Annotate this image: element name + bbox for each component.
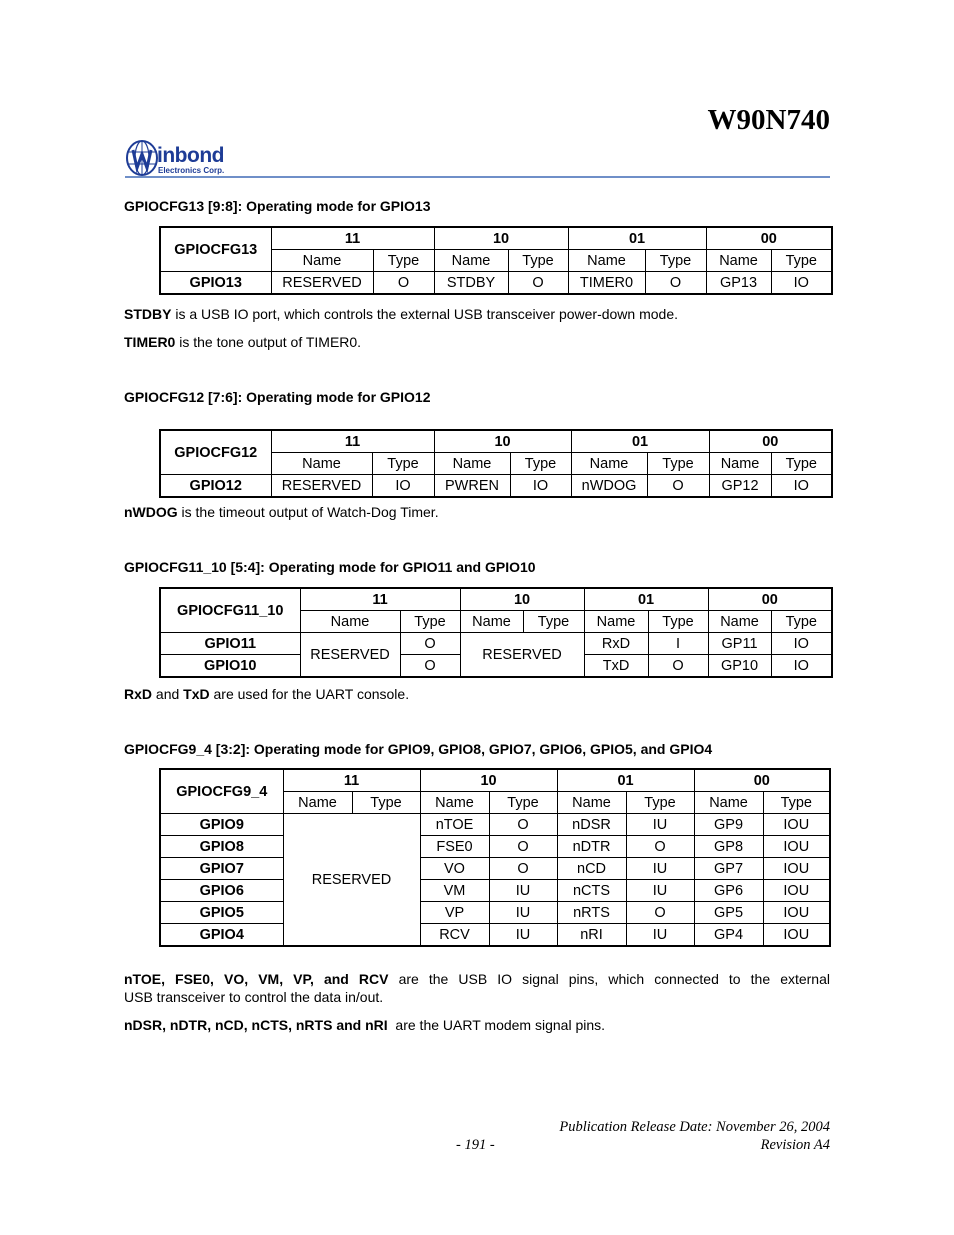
column-header: Type bbox=[647, 453, 709, 475]
note-timer0 bbox=[124, 333, 830, 351]
column-header: Type bbox=[771, 250, 832, 272]
note-text: are used for the UART console. bbox=[209, 686, 410, 702]
table-cell: IU bbox=[489, 902, 557, 924]
mode-header: 11 bbox=[300, 588, 460, 611]
table-cell: O bbox=[373, 272, 434, 295]
table-cell: O bbox=[647, 475, 709, 498]
table-cell: RESERVED bbox=[271, 272, 373, 295]
table-cell: STDBY bbox=[434, 272, 508, 295]
table-cell: nRTS bbox=[557, 902, 626, 924]
section-heading-gpiocfg9-4: GPIOCFG9_4 [3:2]: Operating mode for GPIO9, GPIO8, GPIO7, GPIO6, GPIO5, and GPIO4 bbox=[124, 741, 713, 757]
register-name: GPIOCFG11_10 bbox=[160, 588, 300, 633]
table-row bbox=[160, 836, 830, 858]
column-header: Type bbox=[771, 453, 832, 475]
logo-subtitle: Electronics Corp. bbox=[158, 166, 225, 175]
table-cell: GP7 bbox=[694, 858, 763, 880]
table-cell: O bbox=[626, 902, 694, 924]
note-rxd-txd bbox=[124, 685, 830, 703]
table-cell: O bbox=[489, 814, 557, 836]
column-header: Name bbox=[568, 250, 645, 272]
table-gpiocfg9-4 bbox=[159, 768, 831, 947]
note-term: TIMER0 bbox=[124, 334, 176, 350]
table-cell: GP5 bbox=[694, 902, 763, 924]
column-header: Type bbox=[489, 792, 557, 814]
table-cell: O bbox=[400, 633, 460, 655]
mode-header: 11 bbox=[283, 769, 420, 792]
table-row bbox=[160, 858, 830, 880]
table-cell: RxD bbox=[584, 633, 648, 655]
table-cell: O bbox=[508, 272, 568, 295]
table-cell: O bbox=[626, 836, 694, 858]
page-number: - 191 - bbox=[456, 1137, 495, 1153]
note-stdby bbox=[124, 305, 830, 323]
table-cell: O bbox=[645, 272, 706, 295]
table-cell: IO bbox=[771, 633, 832, 655]
mode-header: 10 bbox=[420, 769, 557, 792]
note-text: is the timeout output of Watch-Dog Timer. bbox=[177, 504, 439, 520]
table-cell: nCD bbox=[557, 858, 626, 880]
table-cell: PWREN bbox=[434, 475, 510, 498]
note-term: nWDOG bbox=[124, 504, 178, 520]
table-cell: TxD bbox=[584, 655, 648, 678]
section-heading-gpiocfg12: GPIOCFG12 [7:6]: Operating mode for GPIO12 bbox=[124, 389, 431, 405]
table-cell: IOU bbox=[763, 814, 830, 836]
mode-header: 10 bbox=[434, 430, 571, 453]
table-cell: TIMER0 bbox=[568, 272, 645, 295]
table-gpiocfg13 bbox=[159, 226, 833, 295]
table-cell: nDTR bbox=[557, 836, 626, 858]
row-label: GPIO6 bbox=[160, 880, 283, 902]
table-cell: nRI bbox=[557, 924, 626, 947]
column-header: Name bbox=[283, 792, 352, 814]
table-cell: O bbox=[648, 655, 708, 678]
table-cell: GP11 bbox=[708, 633, 771, 655]
note-term: STDBY bbox=[124, 306, 172, 322]
column-header: Name bbox=[584, 611, 648, 633]
column-header: Type bbox=[400, 611, 460, 633]
table-cell: IU bbox=[489, 924, 557, 947]
table-cell: O bbox=[489, 836, 557, 858]
row-label: GPIO7 bbox=[160, 858, 283, 880]
mode-header: 00 bbox=[708, 588, 832, 611]
row-label: GPIO10 bbox=[160, 655, 300, 678]
table-cell: IU bbox=[626, 880, 694, 902]
column-header: Name bbox=[709, 453, 771, 475]
column-header: Name bbox=[434, 250, 508, 272]
table-cell: VO bbox=[420, 858, 489, 880]
mode-header: 11 bbox=[271, 227, 434, 250]
mode-header: 00 bbox=[709, 430, 832, 453]
column-header: Name bbox=[300, 611, 400, 633]
mode-header: 10 bbox=[434, 227, 568, 250]
table-cell: nCTS bbox=[557, 880, 626, 902]
logo-wordmark: inbond bbox=[157, 144, 224, 167]
table-cell: IO bbox=[510, 475, 571, 498]
table-row bbox=[160, 814, 830, 836]
register-name: GPIOCFG9_4 bbox=[160, 769, 283, 814]
table-cell: GP9 bbox=[694, 814, 763, 836]
note-text: are the USB IO signal pins, which connected to the external bbox=[388, 971, 830, 987]
mode-header: 01 bbox=[568, 227, 706, 250]
table-cell: RCV bbox=[420, 924, 489, 947]
note-usb-pins bbox=[124, 970, 830, 988]
column-header: Type bbox=[771, 611, 832, 633]
table-row bbox=[160, 902, 830, 924]
table-cell: GP6 bbox=[694, 880, 763, 902]
mode-header: 01 bbox=[584, 588, 708, 611]
column-header: Type bbox=[763, 792, 830, 814]
note-uart-pins bbox=[124, 1016, 830, 1034]
table-row bbox=[160, 924, 830, 947]
table-cell: IU bbox=[626, 814, 694, 836]
note-text: is a USB IO port, which controls the external USB transceiver power-down mode. bbox=[171, 306, 679, 322]
column-header: Name bbox=[708, 611, 771, 633]
table-cell: IO bbox=[771, 272, 832, 295]
column-header: Type bbox=[508, 250, 568, 272]
column-header: Name bbox=[571, 453, 647, 475]
table-gpiocfg11-10 bbox=[159, 587, 833, 678]
column-header: Type bbox=[352, 792, 420, 814]
row-label: GPIO5 bbox=[160, 902, 283, 924]
note-term: TxD bbox=[183, 686, 210, 702]
column-header: Type bbox=[372, 453, 434, 475]
document-title: W90N740 bbox=[707, 104, 830, 136]
table-cell: VM bbox=[420, 880, 489, 902]
column-header: Type bbox=[523, 611, 584, 633]
table-cell: IU bbox=[626, 924, 694, 947]
row-label: GPIO13 bbox=[160, 272, 271, 295]
footer-release-date: Publication Release Date: November 26, 2004 bbox=[559, 1119, 830, 1135]
column-header: Name bbox=[460, 611, 523, 633]
column-header: Name bbox=[557, 792, 626, 814]
row-label: GPIO8 bbox=[160, 836, 283, 858]
column-header: Type bbox=[510, 453, 571, 475]
header-rule bbox=[125, 176, 830, 178]
table-cell: RESERVED bbox=[460, 633, 584, 678]
table-cell: nTOE bbox=[420, 814, 489, 836]
table-cell: IOU bbox=[763, 836, 830, 858]
note-text: and bbox=[152, 686, 184, 702]
note-term: nTOE, FSE0, VO, VM, VP, and RCV bbox=[124, 971, 389, 987]
table-cell: IU bbox=[626, 858, 694, 880]
table-cell: RESERVED bbox=[300, 633, 400, 678]
table-cell: RESERVED bbox=[271, 475, 372, 498]
mode-header: 10 bbox=[460, 588, 584, 611]
table-cell: GP13 bbox=[706, 272, 771, 295]
table-cell: IO bbox=[372, 475, 434, 498]
table-cell: nDSR bbox=[557, 814, 626, 836]
table-cell: GP8 bbox=[694, 836, 763, 858]
mode-header: 00 bbox=[694, 769, 830, 792]
table-cell: O bbox=[400, 655, 460, 678]
register-name: GPIOCFG12 bbox=[160, 430, 271, 475]
column-header: Type bbox=[645, 250, 706, 272]
table-cell: IO bbox=[771, 475, 832, 498]
column-header: Name bbox=[434, 453, 510, 475]
note-nwdog bbox=[124, 503, 830, 521]
table-row bbox=[160, 880, 830, 902]
column-header: Name bbox=[420, 792, 489, 814]
table-row bbox=[160, 272, 832, 295]
column-header: Type bbox=[626, 792, 694, 814]
mode-header: 01 bbox=[571, 430, 709, 453]
table-cell: FSE0 bbox=[420, 836, 489, 858]
mode-header: 00 bbox=[706, 227, 832, 250]
table-cell: GP10 bbox=[708, 655, 771, 678]
table-cell: RESERVED bbox=[283, 814, 420, 947]
table-cell: I bbox=[648, 633, 708, 655]
row-label: GPIO12 bbox=[160, 475, 271, 498]
table-cell: IU bbox=[489, 880, 557, 902]
winbond-logo bbox=[125, 138, 250, 181]
section-heading-gpiocfg11-10: GPIOCFG11_10 [5:4]: Operating mode for GPIO11 and GPIO10 bbox=[124, 559, 536, 575]
column-header: Name bbox=[694, 792, 763, 814]
table-gpiocfg12 bbox=[159, 429, 833, 498]
row-label: GPIO11 bbox=[160, 633, 300, 655]
column-header: Type bbox=[373, 250, 434, 272]
table-row bbox=[160, 633, 832, 655]
table-row bbox=[160, 475, 832, 498]
mode-header: 11 bbox=[271, 430, 434, 453]
table-cell: nWDOG bbox=[571, 475, 647, 498]
table-cell: IOU bbox=[763, 924, 830, 947]
row-label: GPIO4 bbox=[160, 924, 283, 947]
table-cell: IOU bbox=[763, 880, 830, 902]
table-cell: IOU bbox=[763, 858, 830, 880]
note-term: nDSR, nDTR, nCD, nCTS, nRTS and nRI bbox=[124, 1017, 388, 1033]
note-text: are the UART modem signal pins. bbox=[387, 1017, 606, 1033]
mode-header: 01 bbox=[557, 769, 694, 792]
column-header: Name bbox=[271, 453, 372, 475]
section-heading-gpiocfg13: GPIOCFG13 [9:8]: Operating mode for GPIO13 bbox=[124, 198, 431, 214]
note-usb-pins-cont: USB transceiver to control the data in/out. bbox=[124, 989, 384, 1005]
note-text: is the tone output of TIMER0. bbox=[175, 334, 362, 350]
table-cell: GP4 bbox=[694, 924, 763, 947]
register-name: GPIOCFG13 bbox=[160, 227, 271, 272]
table-cell: O bbox=[489, 858, 557, 880]
column-header: Type bbox=[648, 611, 708, 633]
column-header: Name bbox=[706, 250, 771, 272]
column-header: Name bbox=[271, 250, 373, 272]
row-label: GPIO9 bbox=[160, 814, 283, 836]
footer-revision: Revision A4 bbox=[760, 1137, 830, 1153]
table-cell: IOU bbox=[763, 902, 830, 924]
note-term: RxD bbox=[124, 686, 153, 702]
table-cell: VP bbox=[420, 902, 489, 924]
table-cell: GP12 bbox=[709, 475, 771, 498]
table-cell: IO bbox=[771, 655, 832, 678]
